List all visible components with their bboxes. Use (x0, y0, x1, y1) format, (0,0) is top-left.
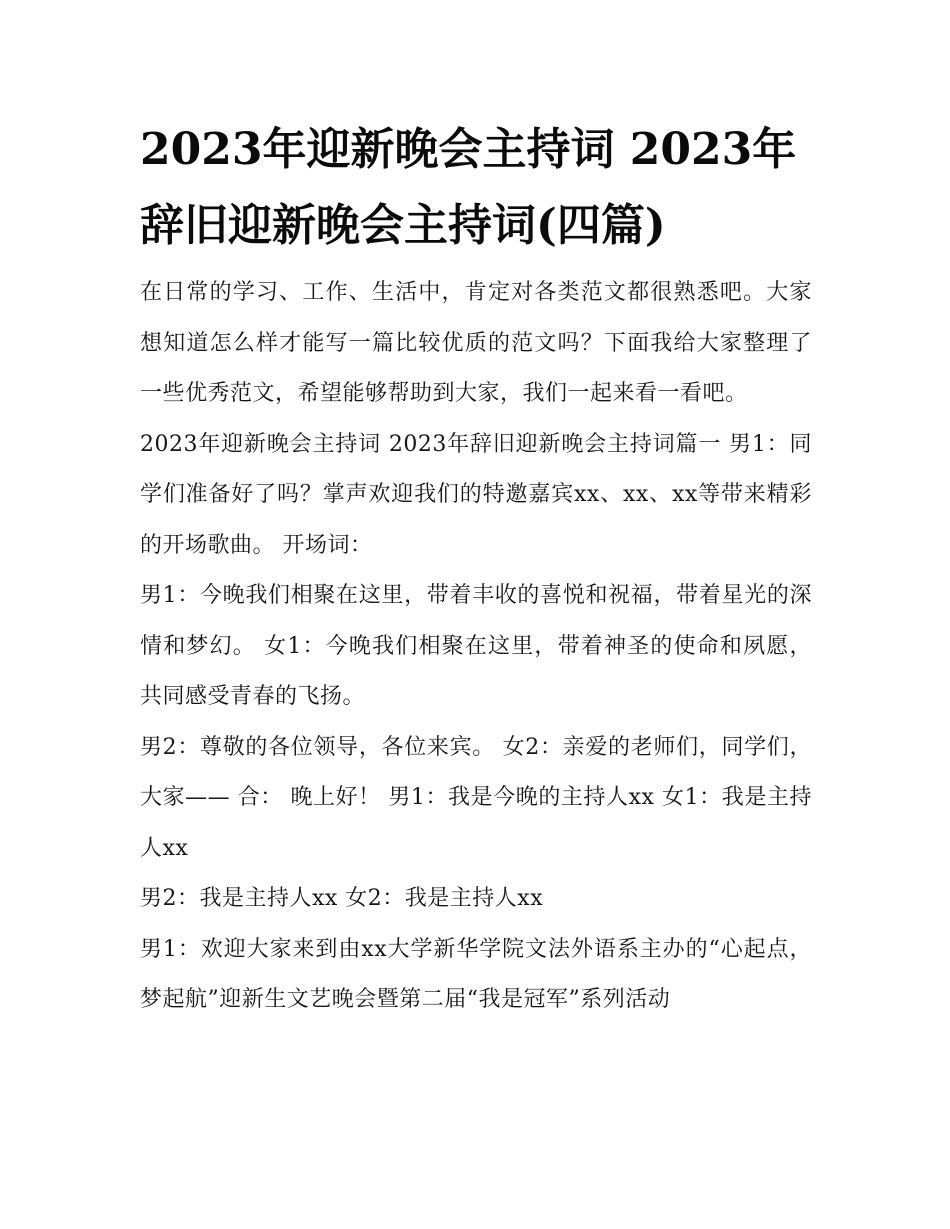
paragraph-host-dialogue-2: 男2：尊敬的各位领导，各位来宾。 女2：亲爱的老师们，同学们，大家—— 合： 晚上好！ 男1：我是今晚的主持人xx 女1：我是主持人xx (140, 734, 812, 861)
document-page (140, 112, 812, 1026)
paragraph-host-dialogue-1: 男1：今晚我们相聚在这里，带着丰收的喜悦和祝福，带着星光的深情和梦幻。 女1：今晚我们相聚在这里，带着神圣的使命和夙愿，共同感受青春的飞扬。 (140, 583, 812, 709)
paragraph-host-dialogue-3: 男2：我是主持人xx 女2：我是主持人xx (140, 886, 544, 911)
paragraph-host-dialogue-4: 男1：欢迎大家来到由xx大学新华学院文法外语系主办的“心起点，梦起航”迎新生文艺晚会暨第二届“我是冠军”系列活动 (140, 936, 812, 1012)
paragraph-intro: 在日常的学习、工作、生活中，肯定对各类范文都很熟悉吧。大家想知道怎么样才能写一篇比较优质的范文吗？下面我给大家整理了一些优秀范文，希望能够帮助到大家，我们一起来看一看吧。 (140, 280, 812, 406)
document-title: 2023年迎新晚会主持词 2023年辞旧迎新晚会主持词(四篇) (140, 124, 797, 251)
paragraph-opening: 2023年迎新晚会主持词 2023年辞旧迎新晚会主持词篇一 男1：同学们准备好了吗？掌声欢迎我们的特邀嘉宾xx、xx、xx等带来精彩的开场歌曲。 开场词： (140, 431, 812, 558)
